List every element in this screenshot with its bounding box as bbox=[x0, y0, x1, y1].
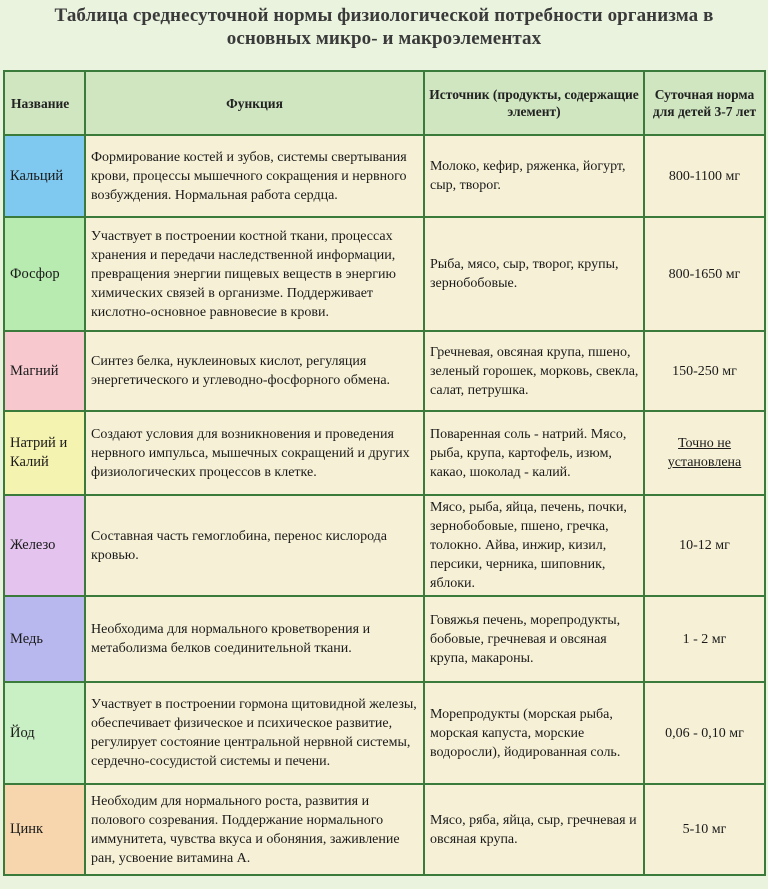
element-norm: 150-250 мг bbox=[644, 331, 765, 411]
element-function: Участвует в построении костной ткани, процессах хранения и передачи наследственной информации, превращения энергии пищевых веществ в энергию химических связей в организме. Поддерживает кислотно-основное равновесие в крови. bbox=[85, 217, 424, 331]
element-source: Молоко, кефир, ряженка, йогурт, сыр, творог. bbox=[424, 135, 644, 217]
header-function: Функция bbox=[85, 71, 424, 135]
table-row bbox=[4, 682, 765, 784]
element-norm: Точно не установлена bbox=[644, 411, 765, 495]
element-function: Создают условия для возникновения и проведения нервного импульса, мышечных сокращений и других физиологических процессов в клетке. bbox=[85, 411, 424, 495]
element-source: Морепродукты (морская рыба, морская капуста, морские водоросли), йодированная соль. bbox=[424, 682, 644, 784]
element-norm: 0,06 - 0,10 мг bbox=[644, 682, 765, 784]
table-row bbox=[4, 411, 765, 495]
element-norm: 1 - 2 мг bbox=[644, 596, 765, 682]
title-line-2: основных микро- и макроэлементах bbox=[226, 28, 542, 49]
element-source: Говяжья печень, морепродукты, бобовые, гречневая и овсяная крупа, макароны. bbox=[424, 596, 644, 682]
table-row bbox=[4, 495, 765, 596]
table-row bbox=[4, 784, 765, 875]
element-name: Медь bbox=[4, 596, 85, 682]
element-name: Фосфор bbox=[4, 217, 85, 331]
element-name: Железо bbox=[4, 495, 85, 596]
header-norm: Суточная норма для детей 3-7 лет bbox=[644, 71, 765, 135]
element-source: Рыба, мясо, сыр, творог, крупы, зернобобовые. bbox=[424, 217, 644, 331]
element-function: Необходим для нормального роста, развития и полового созревания. Поддержание нормального иммунитета, чувства вкуса и обоняния, заживление ран, усвоение витамина А. bbox=[85, 784, 424, 875]
element-name: Натрий и Калий bbox=[4, 411, 85, 495]
element-source: Поваренная соль - натрий. Мясо, рыба, крупа, картофель, изюм, какао, шоколад - калий. bbox=[424, 411, 644, 495]
title-line-1: Таблица среднесуточной нормы физиологической потребности организма в bbox=[54, 5, 714, 26]
table-row bbox=[4, 596, 765, 682]
header-source: Источник (продукты, содержащие элемент) bbox=[424, 71, 644, 135]
table-row bbox=[4, 135, 765, 217]
element-function: Составная часть гемоглобина, перенос кислорода кровью. bbox=[85, 495, 424, 596]
element-norm: 800-1650 мг bbox=[644, 217, 765, 331]
table-row bbox=[4, 217, 765, 331]
element-name: Цинк bbox=[4, 784, 85, 875]
element-function: Участвует в построении гормона щитовидной железы, обеспечивает физическое и психическое развитие, регулирует состояние центральной нервной системы, сердечно-сосудистой системы и печени. bbox=[85, 682, 424, 784]
header-name: Название bbox=[4, 71, 85, 135]
element-norm: 800-1100 мг bbox=[644, 135, 765, 217]
element-name: Магний bbox=[4, 331, 85, 411]
element-function: Необходима для нормального кроветворения и метаболизма белков соединительной ткани. bbox=[85, 596, 424, 682]
element-name: Йод bbox=[4, 682, 85, 784]
element-name: Кальций bbox=[4, 135, 85, 217]
element-norm: 5-10 мг bbox=[644, 784, 765, 875]
element-function: Синтез белка, нуклеиновых кислот, регуляция энергетического и углеводно-фосфорного обмена. bbox=[85, 331, 424, 411]
elements-table bbox=[3, 70, 766, 876]
element-source: Мясо, ряба, яйца, сыр, гречневая и овсяная крупа. bbox=[424, 784, 644, 875]
table-row bbox=[4, 331, 765, 411]
page-title bbox=[0, 4, 768, 50]
element-norm: 10-12 мг bbox=[644, 495, 765, 596]
element-source: Мясо, рыба, яйца, печень, почки, зернобобовые, пшено, гречка, толокно. Айва, инжир, кизил, персики, черника, шиповник, яблоки. bbox=[424, 495, 644, 596]
element-function: Формирование костей и зубов, системы свертывания крови, процессы мышечного сокращения и нервного возбуждения. Нормальная работа сердца. bbox=[85, 135, 424, 217]
element-source: Гречневая, овсяная крупа, пшено, зеленый горошек, морковь, свекла, салат, петрушка. bbox=[424, 331, 644, 411]
header-row bbox=[4, 71, 765, 135]
